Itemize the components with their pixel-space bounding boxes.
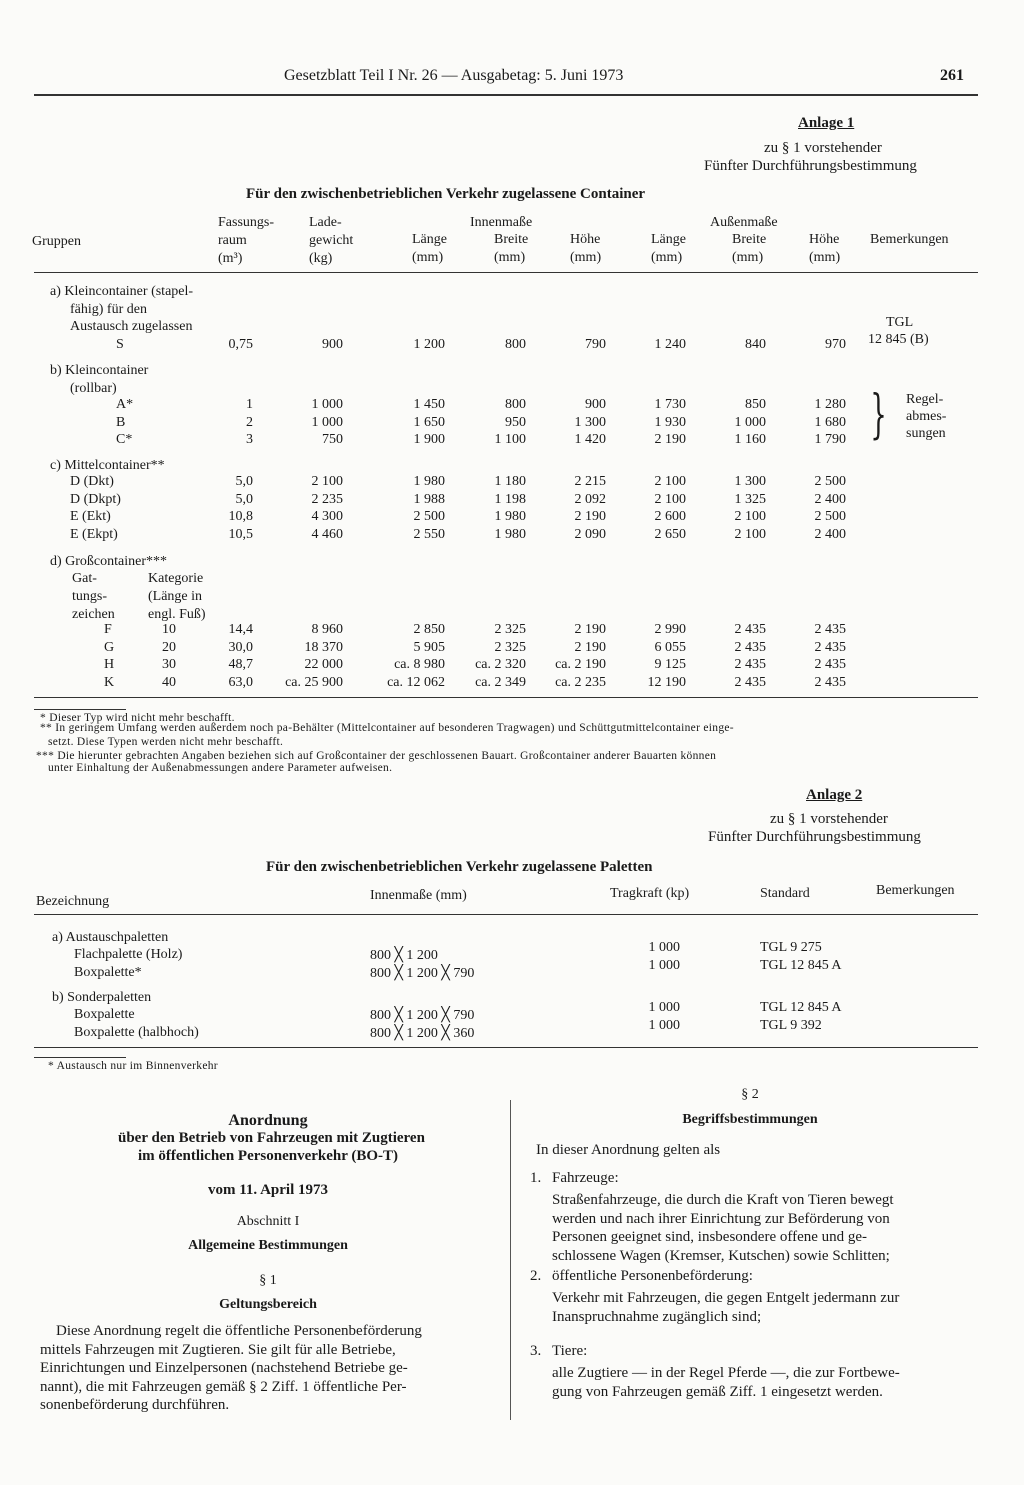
table-cell: 2 325: [494, 639, 526, 655]
anordnung-title: Anordnung: [228, 1112, 308, 1129]
table-cell: 1 200: [413, 337, 445, 352]
anlage1-ref2: Fünfter Durchführungsbestimmung: [704, 158, 917, 174]
table-cell: 5 905: [413, 639, 445, 655]
group-label: (rollbar): [70, 381, 117, 396]
table-cell: 2 092: [574, 491, 606, 507]
pal-footnote: * Austausch nur im Binnenverkehr: [48, 1060, 218, 1072]
table-cell: 2 600: [654, 509, 686, 524]
col-fassungsraum: (m³): [218, 251, 243, 266]
table-cell: 20: [162, 639, 176, 655]
sublabel: Kategorie: [148, 571, 204, 586]
pal-innenmasse: 800 ╳ 1 200 ╳ 790: [370, 1008, 475, 1023]
table-cell: 1 280: [814, 397, 846, 412]
col-breite: Breite: [494, 232, 529, 247]
footnote: ** In geringem Umfang werden außerdem noch pa-Behälter (Mittelcontainer auf besonderen Tragwagen) und Schüttgutmittelcontainer einge-: [40, 722, 734, 734]
group-label: c) Mittelcontainer**: [50, 458, 165, 473]
pal-header-rule: [34, 914, 978, 915]
table-cell: 970: [825, 337, 846, 352]
col-fassungsraum: raum: [218, 233, 247, 248]
table-cell: 2 100: [734, 509, 766, 524]
row-type: D (Dkpt): [70, 491, 121, 507]
pal-name: Boxpalette: [74, 1007, 135, 1022]
table-cell: 8 960: [311, 622, 343, 637]
table-cell: 6 055: [654, 639, 686, 655]
table-cell: 800: [505, 337, 526, 352]
table-cell: 1 300: [734, 474, 766, 489]
table-cell: 2 090: [574, 526, 606, 542]
table-cell: 10,8: [228, 509, 253, 524]
table-cell: 2 100: [734, 526, 766, 542]
remark: abmes-: [906, 409, 947, 424]
anlage2-ref2: Fünfter Durchführungsbestimmung: [708, 829, 921, 845]
table-cell: 2 235: [311, 491, 343, 507]
table-cell: 1 420: [574, 432, 606, 447]
pal-group-label: b) Sonderpaletten: [52, 990, 152, 1005]
table-cell: 12 190: [647, 674, 686, 690]
paragraph-1-title: Geltungsbereich: [219, 1297, 317, 1312]
row-type: S: [116, 337, 124, 352]
item-term: öffentliche Personenbeförderung:: [552, 1268, 753, 1284]
table-cell: 2 400: [814, 526, 846, 542]
item-text-line: alle Zugtiere — in der Regel Pferde —, die zur Fortbewe-: [552, 1365, 900, 1381]
table-cell: 63,0: [228, 674, 253, 690]
col-fassungsraum: Fassungs-: [218, 215, 275, 230]
table-cell: 900: [322, 337, 343, 352]
pal-header-tragkraft: Tragkraft (kp): [610, 886, 690, 901]
item-text-line: Inanspruchnahme zugänglich sind;: [552, 1308, 762, 1325]
table-cell: 1 000: [734, 414, 766, 430]
table-cell: ca. 2 190: [555, 657, 606, 672]
table-cell: 2 500: [814, 509, 846, 524]
table-cell: 950: [505, 414, 526, 430]
item-text-line: werden und nach ihrer Einrichtung zur Beförderung von: [552, 1210, 890, 1227]
table-cell: 1 988: [413, 491, 445, 507]
table-cell: 2 325: [494, 622, 526, 637]
table-cell: 840: [745, 337, 766, 352]
table-cell: 1 180: [494, 474, 526, 489]
table-cell: ca. 8 980: [394, 657, 445, 672]
p1-text-line: Einrichtungen und Einzelpersonen (nachstehend Betriebe ge-: [40, 1360, 408, 1376]
footnote: unter Einhaltung der Außenabmessungen andere Parameter aufweisen.: [48, 762, 393, 774]
table-cell: ca. 2 320: [475, 657, 526, 672]
table-cell: 2 500: [814, 474, 846, 489]
col-laenge: (mm): [412, 250, 444, 265]
table-cell: 2 500: [413, 509, 445, 524]
anordnung-date: vom 11. April 1973: [207, 1182, 328, 1198]
pal-standard: TGL 12 845 A: [760, 1000, 842, 1015]
table-cell: 1 000: [311, 414, 343, 430]
table-cell: 1 000: [311, 397, 343, 412]
group-label: b) Kleincontainer: [50, 363, 149, 378]
table-cell: 1 325: [734, 491, 766, 507]
table-cell: 4 460: [311, 526, 343, 542]
col-breite: (mm): [494, 250, 526, 265]
sublabel: tungs-: [72, 589, 107, 604]
item-number: 2.: [530, 1268, 542, 1284]
pal-header-standard: Standard: [760, 886, 810, 901]
table-cell: 2 190: [654, 432, 686, 447]
table-cell: 2 215: [574, 474, 606, 489]
pal-name: Boxpalette (halbhoch): [74, 1024, 199, 1040]
p1-text-line: sonenbeförderung durchführen.: [40, 1397, 230, 1413]
table-cell: 2 100: [654, 491, 686, 507]
item-text-line: schlossene Wagen (Kremser, Kutschen) sowie Schlitten;: [552, 1247, 890, 1264]
pal-group-label: a) Austauschpaletten: [52, 930, 169, 945]
table-cell: 790: [585, 337, 606, 352]
table-cell: ca. 2 349: [475, 674, 526, 690]
table-cell: 1 930: [654, 414, 686, 430]
table-cell: 750: [322, 432, 343, 447]
sublabel: Gat-: [72, 571, 97, 586]
col-hoehe: Höhe: [570, 232, 601, 247]
p1-text-line: mittels Fahrzeugen mit Zugtieren. Sie gilt für alle Betriebe,: [40, 1341, 396, 1358]
col-gruppen: Gruppen: [32, 234, 81, 249]
table-cell: 2 435: [814, 674, 846, 690]
table-cell: 0,75: [228, 337, 253, 352]
table-cell: 900: [585, 397, 606, 412]
item-text-line: Straßenfahrzeuge, die durch die Kraft von Tieren bewegt: [552, 1192, 894, 1208]
table-cell: 2 100: [311, 474, 343, 489]
table-cell: ca. 25 900: [285, 674, 343, 690]
table-cell: 1 650: [413, 414, 445, 430]
pal-standard: TGL 9 275: [760, 940, 822, 955]
table-cell: 30: [162, 657, 176, 672]
remark: TGL: [886, 315, 914, 330]
footnote: * Dieser Typ wird nicht mehr beschafft.: [40, 712, 235, 724]
col-breite: Breite: [732, 232, 767, 247]
table-cell: 1 160: [734, 432, 766, 447]
table-cell: 18 370: [304, 639, 343, 655]
table-cell: 2 435: [734, 639, 766, 655]
table-cell: 1 198: [494, 491, 526, 507]
table-cell: 2 100: [654, 474, 686, 489]
table-cell: 1 730: [654, 397, 686, 412]
col-laenge: Länge: [412, 232, 447, 247]
item-text-line: Verkehr mit Fahrzeugen, die gegen Entgelt jedermann zur: [552, 1290, 900, 1306]
abschnitt: Abschnitt I: [236, 1214, 300, 1229]
table-cell: 2 990: [654, 622, 686, 637]
pal-bottom-rule: [34, 1047, 978, 1048]
header-rule: [34, 94, 978, 96]
row-type: H: [104, 657, 115, 672]
anordnung-title: über den Betrieb von Fahrzeugen mit Zugtieren: [118, 1130, 425, 1146]
pal-innenmasse: 800 ╳ 1 200 ╳ 790: [370, 965, 475, 981]
remark: sungen: [906, 426, 946, 441]
table-cell: 1: [246, 397, 253, 412]
sublabel: zeichen: [72, 607, 115, 622]
table-cell: 2 850: [413, 622, 445, 637]
pal-innenmasse: 800 ╳ 1 200 ╳ 360: [370, 1025, 475, 1041]
col-ladegewicht: Lade-: [309, 215, 342, 230]
remark-brace: }: [870, 385, 887, 445]
table-cell: 2 435: [814, 622, 846, 637]
anlage2-title: Für den zwischenbetrieblichen Verkehr zugelassene Paletten: [266, 859, 653, 875]
table-cell: 2 650: [654, 526, 686, 542]
col-laenge: (mm): [651, 250, 683, 265]
col-laenge: Länge: [651, 232, 686, 247]
table-cell: 1 680: [814, 414, 846, 430]
table-cell: 1 100: [494, 432, 526, 447]
table-cell: 2 190: [574, 509, 606, 524]
table-cell: 2 190: [574, 622, 606, 637]
container-header-rule: [34, 272, 978, 273]
col-ladegewicht: gewicht: [309, 233, 354, 248]
pal-tragkraft: 1 000: [648, 1000, 680, 1015]
table-cell: 1 790: [814, 432, 846, 447]
col-aussenmasse: Außenmaße: [710, 215, 778, 230]
table-cell: 14,4: [228, 622, 253, 637]
table-cell: 1 980: [494, 526, 526, 542]
sublabel: engl. Fuß): [148, 607, 206, 622]
pal-header-bemerkungen: Bemerkungen: [876, 883, 955, 898]
table-cell: 1 980: [494, 509, 526, 524]
table-cell: 10,5: [228, 526, 253, 542]
col-bemerkungen: Bemerkungen: [870, 232, 949, 247]
table-cell: 9 125: [654, 657, 686, 672]
pal-standard: TGL 9 392: [760, 1017, 822, 1033]
pal-header-bezeichnung: Bezeichnung: [36, 894, 110, 909]
paragraph-2-title: Begriffsbestimmungen: [682, 1112, 818, 1127]
item-number: 3.: [530, 1343, 542, 1359]
remark: 12 845 (B): [868, 332, 929, 347]
group-label: fähig) für den: [70, 301, 147, 317]
paragraph-1: § 1: [259, 1273, 277, 1288]
table-cell: 22 000: [304, 657, 343, 672]
abschnitt-title: Allgemeine Bestimmungen: [188, 1238, 348, 1253]
anlage2-label: Anlage 2: [806, 787, 863, 803]
page-number: 261: [940, 67, 964, 84]
table-cell: 2: [246, 414, 253, 430]
anordnung-title: im öffentlichen Personenverkehr (BO-T): [137, 1148, 399, 1164]
column-divider: [510, 1100, 511, 1420]
pal-tragkraft: 1 000: [648, 957, 680, 973]
pal-standard: TGL 12 845 A: [760, 957, 842, 973]
pal-innenmasse: 800 ╳ 1 200: [370, 948, 438, 963]
p1-text-line: nannt), die mit Fahrzeugen gemäß § 2 Ziff. 1 öffentliche Per-: [40, 1378, 407, 1395]
footnote-rule: [34, 709, 126, 710]
table-cell: 5,0: [235, 491, 253, 507]
item-text-line: Personen geeignet sind, insbesondere offene und ge-: [552, 1229, 868, 1245]
row-type: E (Ekpt): [70, 526, 118, 542]
table-cell: 5,0: [235, 474, 253, 489]
remark: Regel-: [906, 392, 944, 407]
table-cell: 2 435: [734, 674, 766, 690]
table-cell: 2 400: [814, 491, 846, 507]
table-cell: 1 900: [413, 432, 445, 447]
item-term: Tiere:: [552, 1343, 588, 1359]
sublabel: (Länge in: [148, 589, 203, 604]
row-type: K: [104, 674, 115, 690]
paragraph-2: § 2: [741, 1087, 759, 1102]
col-ladegewicht: (kg): [309, 251, 333, 266]
table-cell: 2 435: [734, 622, 766, 637]
p2-intro: In dieser Anordnung gelten als: [536, 1142, 721, 1158]
group-label: Austausch zugelassen: [70, 319, 193, 334]
anlage2-ref1: zu § 1 vorstehender: [770, 811, 888, 827]
table-cell: ca. 12 062: [387, 674, 445, 690]
row-type: F: [104, 622, 112, 637]
anlage1-ref1: zu § 1 vorstehender: [764, 140, 882, 156]
col-hoehe: (mm): [809, 250, 841, 265]
table-cell: 48,7: [228, 657, 253, 672]
row-type: B: [116, 414, 126, 430]
table-cell: 1 450: [413, 397, 445, 412]
group-label: d) Großcontainer***: [50, 554, 168, 569]
table-cell: 850: [745, 397, 766, 412]
pal-name: Flachpalette (Holz): [74, 947, 183, 962]
table-cell: 2 435: [814, 657, 846, 672]
table-cell: 2 435: [814, 639, 846, 655]
table-cell: 2 435: [734, 657, 766, 672]
container-table-bottom-rule: [34, 697, 978, 698]
table-cell: 1 980: [413, 474, 445, 489]
row-type: D (Dkt): [70, 474, 114, 489]
pal-name: Boxpalette*: [74, 964, 142, 980]
table-cell: 30,0: [228, 639, 253, 655]
p1-text-line: Diese Anordnung regelt die öffentliche Personenbeförderung: [56, 1323, 422, 1339]
table-cell: 1 300: [574, 414, 606, 430]
table-cell: 2 550: [413, 526, 445, 542]
col-hoehe: (mm): [570, 250, 602, 265]
row-type: E (Ekt): [70, 509, 111, 524]
row-type: C*: [116, 432, 133, 447]
table-cell: 1 240: [654, 337, 686, 352]
pal-footnote-rule: [34, 1057, 126, 1058]
table-cell: 3: [246, 432, 253, 447]
anlage1-label: Anlage 1: [798, 115, 855, 131]
col-breite: (mm): [732, 250, 764, 265]
item-term: Fahrzeuge:: [552, 1170, 619, 1186]
pal-header-innenmasse: Innenmaße (mm): [370, 888, 467, 903]
anlage1-title: Für den zwischenbetrieblichen Verkehr zugelassene Container: [246, 186, 646, 202]
table-cell: 800: [505, 397, 526, 412]
footnote: *** Die hierunter gebrachten Angaben beziehen sich auf Großcontainer der geschlossenen Bauart. Großcontainer anderer Bauarten können: [36, 750, 717, 762]
footnote: setzt. Diese Typen werden nicht mehr beschafft.: [48, 736, 284, 748]
col-hoehe: Höhe: [809, 232, 840, 247]
table-cell: ca. 2 235: [555, 674, 606, 690]
group-label: a) Kleincontainer (stapel-: [50, 284, 194, 299]
table-cell: 4 300: [311, 509, 343, 524]
item-text-line: gung von Fahrzeugen gemäß Ziff. 1 eingesetzt werden.: [552, 1383, 883, 1400]
table-cell: 40: [162, 674, 176, 690]
page-header-title: Gesetzblatt Teil I Nr. 26 — Ausgabetag: 5. Juni 1973: [284, 67, 624, 84]
row-type: A*: [116, 397, 134, 412]
row-type: G: [104, 639, 115, 655]
item-number: 1.: [530, 1170, 542, 1186]
pal-tragkraft: 1 000: [648, 1017, 680, 1033]
col-innenmasse: Innenmaße: [470, 215, 533, 230]
table-cell: 2 190: [574, 639, 606, 655]
table-cell: 10: [162, 622, 176, 637]
pal-tragkraft: 1 000: [648, 940, 680, 955]
